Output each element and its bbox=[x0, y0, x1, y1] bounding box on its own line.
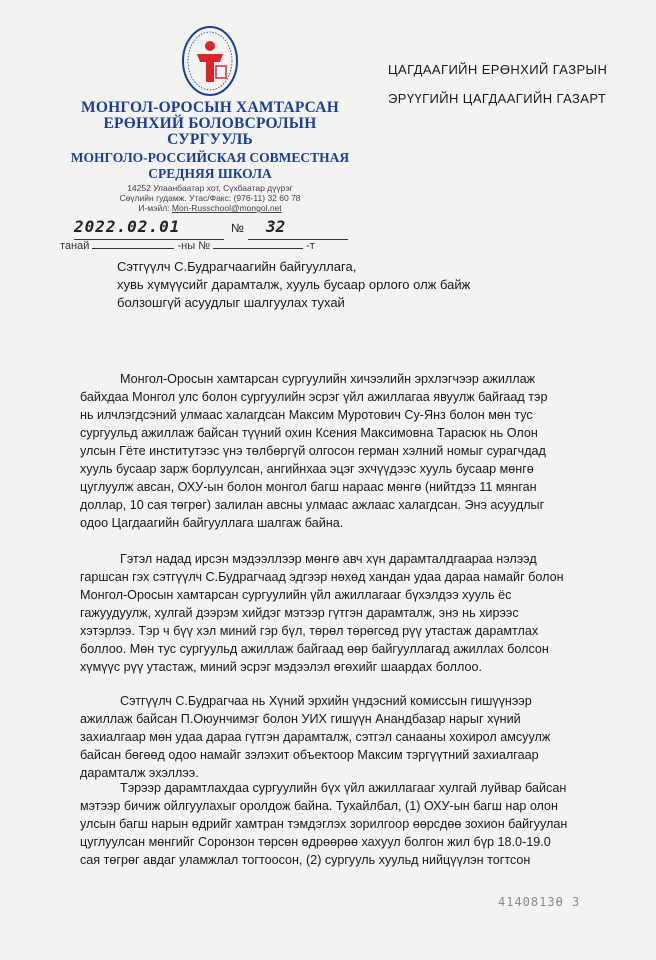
p4-line: сая төгрөг авдаг уламжлал тогтоосон, (2) сургууль хуульд нийцүүлэн тогтсон bbox=[80, 853, 531, 867]
email-label: И-мэйл: bbox=[138, 203, 170, 213]
p3-line: ажиллаж байсан П.Оюунчимэг болон УИХ гишүүн Анандбазар нарыг хүний bbox=[80, 712, 521, 726]
school-contact bbox=[60, 183, 360, 213]
p2-line: Гэтэл надад ирсэн мэдээллээр мөнгө авч хүн дарамталдгаараа нэлээд bbox=[120, 552, 537, 566]
addressee-line-1: ЦАГДААГИЙН ЕРӨНХИЙ ГАЗРЫН bbox=[388, 62, 608, 77]
body-paragraph-3 bbox=[80, 692, 594, 782]
p4-line: Тэрээр дарамтлахдаа сургуулийн бүх үйл ажиллагааг хулгай луйвар байсан bbox=[120, 781, 567, 795]
body-paragraph-2 bbox=[80, 550, 594, 676]
p1-line: Монгол-Оросын хамтарсан сургуулийн хичээлийн эрхлэгчээр ажиллаж bbox=[120, 372, 536, 386]
p1-line: нь илчлэгдсэний улмаас халагдсан Максим Муротович Су-Янз болон мөн тус bbox=[80, 408, 533, 422]
ref-end: -т bbox=[306, 240, 315, 252]
p1-line: хууль бусаар зарж борлуулсан, ангийнхаа эцэг эхчүүдээс хууль бусаар мөнгө bbox=[80, 462, 534, 476]
letter-subject bbox=[117, 258, 470, 312]
school-name-ru-2: СРЕДНЯЯ ШКОЛА bbox=[148, 166, 272, 181]
body-paragraph-4 bbox=[80, 779, 594, 869]
letter-number: 32 bbox=[266, 217, 286, 236]
p3-line: захиалгаар мөн удаа дараа гүтгэн дарамталж, сэтгэл санааны хохирол амсуулж bbox=[80, 730, 551, 744]
p1-line: цуглуулж авсан, ОХУ-ын болон монгол багш нараас мөнгө (нийтдээ 11 мянган bbox=[80, 480, 537, 494]
school-name-block bbox=[60, 100, 360, 182]
p2-line: хүмүүс рүү утастаж, миний эсрэг мэдээлэл өгөхийг шаардах боллоо. bbox=[80, 660, 483, 674]
letter-date: 2022.02.01 bbox=[74, 217, 181, 236]
school-address: 14252 Улаанбаатар хот, Сүхбаатар дүүрэг bbox=[127, 183, 293, 193]
p3-line: дарамталж эхэллээ. bbox=[80, 766, 199, 780]
p2-line: боллоо. Мөн тус сургуульд ажиллаж байгаад өөр байгууллагад ажиллах болсон bbox=[80, 642, 549, 656]
p4-line: цуглуулсан мөнгийг Соронзон төрсөн өдрөөрөө хахуул болгон жил бүр 18.0-19.0 bbox=[80, 835, 551, 849]
p3-line: Сэтгүүлч С.Будрагчаа нь Хүний эрхийн үндэсний комиссын гишүүнээр bbox=[120, 694, 532, 708]
p2-line: гаршсан гэх сэтгүүлч С.Будрагчаад эдгээр нөхөд хандан удаа дараа намайг болон bbox=[80, 570, 564, 584]
ref-left: танай bbox=[60, 240, 90, 252]
p1-line: улсын Гёте институтээс үнэ төлбөргүй олгосон герман хэлний номыг сурагчдад bbox=[80, 444, 546, 458]
ref-blank-1 bbox=[92, 248, 174, 249]
school-logo-icon bbox=[180, 24, 240, 98]
school-name-ru-1: МОНГОЛО-РОССИЙСКАЯ СОВМЕСТНАЯ bbox=[70, 150, 350, 165]
p1-line: доллар, 10 сая төгрөг) залилан авсны улмаас ажлаас халагдсан. Энэ асуудлыг bbox=[80, 498, 545, 512]
subject-line-3: болзошгүй асуудлыг шалгуулах тухай bbox=[117, 295, 345, 310]
reference-line bbox=[60, 240, 315, 252]
p4-line: улсын багш нарын өдрийг хамтран тэмдэглэх зорилгоор өөрсдөө зохион байгуулан bbox=[80, 817, 568, 831]
p1-line: одоо Цагдаагийн байгууллага шалгаж байна. bbox=[80, 516, 344, 530]
school-email: Mon-Russchool@mongol.net bbox=[171, 203, 282, 213]
school-name-mn-1: МОНГОЛ-ОРОСЫН ХАМТАРСАН bbox=[81, 99, 339, 116]
registration-line bbox=[74, 217, 354, 241]
ref-mid: -ны № bbox=[177, 240, 211, 252]
school-name-mn-2: ЕРӨНХИЙ БОЛОВСРОЛЫН bbox=[103, 115, 317, 132]
school-name-mn-3: СУРГУУЛЬ bbox=[167, 131, 253, 148]
number-label: № bbox=[231, 221, 244, 235]
p2-line: хэтэрлээ. Тэр ч бүү хэл миний гэр бүл, төрөл төрөгсөд рүү утастаж дарамтлах bbox=[80, 624, 539, 638]
p1-line: байхдаа Монгол улс болон сургуулийн эсрэг үйл ажиллагаа явуулж байгаад тэр bbox=[80, 390, 548, 404]
school-email-line bbox=[60, 203, 360, 213]
p2-line: гажуудуулж, хулгай дээрэм хийдэг мэтээр гүтгэн дарамталж, энэ нь хирээс bbox=[80, 606, 519, 620]
p1-line: сургуульд ажиллаж байсан түүний охин Ксения Максимовна Тарасюк нь Олон bbox=[80, 426, 538, 440]
ref-blank-2 bbox=[213, 248, 303, 249]
body-paragraph-1 bbox=[80, 370, 594, 532]
p4-line: мэтээр бичиж ойлгуулахыг оролдож байна. Тухайлбал, (1) ОХУ-ын багш нар олон bbox=[80, 799, 559, 813]
addressee-line-2: ЭРҮҮГИЙН ЦАГДААГИЙН ГАЗАРТ bbox=[388, 91, 607, 106]
p3-line: байсан бөгөөд одоо намайг зэлэхит объектоор Максим тэргүүтний захиалгаар bbox=[80, 748, 539, 762]
school-phone: Сөүлийн гудамж. Утас/Факс: (976-11) 32 60 78 bbox=[119, 193, 301, 203]
serial-stamp: 4140813Ɵ 3 bbox=[498, 895, 581, 909]
p2-line: Монгол-Оросын хамтарсан сургуулийн үйл ажиллагааг бүхэлдээ хууль ёс bbox=[80, 588, 512, 602]
subject-line-1: Сэтгүүлч С.Будрагчаагийн байгууллага, bbox=[117, 259, 357, 274]
subject-line-2: хувь хүмүүсийг дарамталж, хууль бусаар орлого олж байж bbox=[117, 277, 471, 292]
